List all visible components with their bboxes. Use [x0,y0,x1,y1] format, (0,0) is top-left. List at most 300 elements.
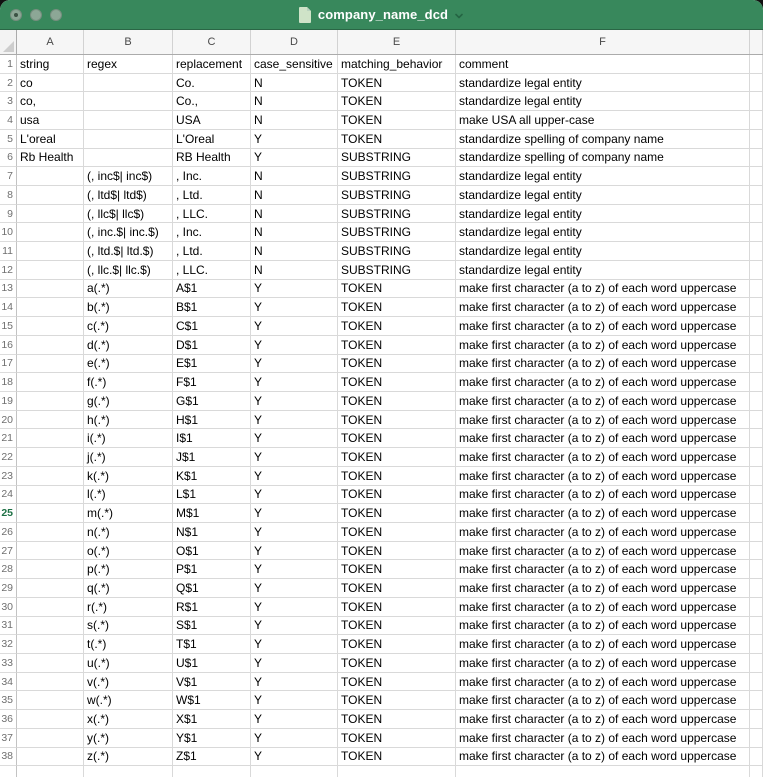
row-number[interactable]: 11 [0,242,17,261]
cell-F30[interactable]: make first character (a to z) of each word uppercase [456,598,750,617]
row-number[interactable]: 17 [0,355,17,374]
cell-E30[interactable]: TOKEN [338,598,456,617]
cell-F9[interactable]: standardize legal entity [456,205,750,224]
cell-B4[interactable] [84,111,173,130]
cell-E7[interactable]: SUBSTRING [338,167,456,186]
cell-C16[interactable]: D$1 [173,336,251,355]
cell-F18[interactable]: make first character (a to z) of each word uppercase [456,373,750,392]
cell-E6[interactable]: SUBSTRING [338,149,456,168]
cell-A26[interactable] [17,523,84,542]
cell[interactable] [251,766,338,777]
cell-C27[interactable]: O$1 [173,542,251,561]
cell-G12[interactable] [750,261,763,280]
row-number[interactable]: 1 [0,55,17,74]
cell-D24[interactable]: Y [251,486,338,505]
cell-F37[interactable]: make first character (a to z) of each word uppercase [456,729,750,748]
cell-G25[interactable] [750,504,763,523]
cell-G31[interactable] [750,617,763,636]
cell-B38[interactable]: z(.*) [84,748,173,767]
cell-A8[interactable] [17,186,84,205]
column-header-a[interactable]: A [17,30,84,54]
cell-C25[interactable]: M$1 [173,504,251,523]
cell-B6[interactable] [84,149,173,168]
cell-C8[interactable]: , Ltd. [173,186,251,205]
cell-E8[interactable]: SUBSTRING [338,186,456,205]
cell-F31[interactable]: make first character (a to z) of each word uppercase [456,617,750,636]
cell-E27[interactable]: TOKEN [338,542,456,561]
cell-B5[interactable] [84,130,173,149]
cell-A10[interactable] [17,223,84,242]
cell-A25[interactable] [17,504,84,523]
row-number[interactable]: 26 [0,523,17,542]
cell-C3[interactable]: Co., [173,92,251,111]
cell-F29[interactable]: make first character (a to z) of each word uppercase [456,579,750,598]
cell-E9[interactable]: SUBSTRING [338,205,456,224]
close-button[interactable] [10,9,22,21]
cell-D20[interactable]: Y [251,411,338,430]
row-number[interactable]: 4 [0,111,17,130]
cell-B15[interactable]: c(.*) [84,317,173,336]
cell-B11[interactable]: (, ltd.$| ltd.$) [84,242,173,261]
cell-E19[interactable]: TOKEN [338,392,456,411]
cell-D23[interactable]: Y [251,467,338,486]
cell-E11[interactable]: SUBSTRING [338,242,456,261]
cell-G3[interactable] [750,92,763,111]
cell-B37[interactable]: y(.*) [84,729,173,748]
cell-G13[interactable] [750,280,763,299]
cell-F34[interactable]: make first character (a to z) of each word uppercase [456,673,750,692]
cell-E15[interactable]: TOKEN [338,317,456,336]
cell-G37[interactable] [750,729,763,748]
cell-G1[interactable] [750,55,763,74]
row-number[interactable]: 23 [0,467,17,486]
row-number[interactable]: 8 [0,186,17,205]
cell-A21[interactable] [17,429,84,448]
cell-A14[interactable] [17,298,84,317]
cell-B7[interactable]: (, inc$| inc$) [84,167,173,186]
cell-D18[interactable]: Y [251,373,338,392]
cell-B35[interactable]: w(.*) [84,691,173,710]
cell-A20[interactable] [17,411,84,430]
select-all-corner[interactable] [0,30,17,54]
cell-E17[interactable]: TOKEN [338,355,456,374]
cell-A15[interactable] [17,317,84,336]
cell-E25[interactable]: TOKEN [338,504,456,523]
cell-B28[interactable]: p(.*) [84,560,173,579]
row-number[interactable] [0,766,17,777]
row-number[interactable]: 14 [0,298,17,317]
cell-A2[interactable]: co [17,74,84,93]
row-number[interactable]: 22 [0,448,17,467]
cell-F11[interactable]: standardize legal entity [456,242,750,261]
row-number[interactable]: 34 [0,673,17,692]
cell-A31[interactable] [17,617,84,636]
row-number[interactable]: 30 [0,598,17,617]
cell-A35[interactable] [17,691,84,710]
cell-C15[interactable]: C$1 [173,317,251,336]
cell-E28[interactable]: TOKEN [338,560,456,579]
cell-E14[interactable]: TOKEN [338,298,456,317]
row-number[interactable]: 35 [0,691,17,710]
cell-B25[interactable]: m(.*) [84,504,173,523]
cell-D14[interactable]: Y [251,298,338,317]
zoom-button[interactable] [50,9,62,21]
cell-E10[interactable]: SUBSTRING [338,223,456,242]
cell-E18[interactable]: TOKEN [338,373,456,392]
cell-C35[interactable]: W$1 [173,691,251,710]
cell-A4[interactable]: usa [17,111,84,130]
cell-G34[interactable] [750,673,763,692]
cell-F14[interactable]: make first character (a to z) of each word uppercase [456,298,750,317]
cell-C20[interactable]: H$1 [173,411,251,430]
cell-C31[interactable]: S$1 [173,617,251,636]
cell-D4[interactable]: N [251,111,338,130]
row-number[interactable]: 32 [0,635,17,654]
cell-C30[interactable]: R$1 [173,598,251,617]
cell-F28[interactable]: make first character (a to z) of each word uppercase [456,560,750,579]
cell-E22[interactable]: TOKEN [338,448,456,467]
cell-G16[interactable] [750,336,763,355]
cell-A32[interactable] [17,635,84,654]
cell-B26[interactable]: n(.*) [84,523,173,542]
cell-F33[interactable]: make first character (a to z) of each word uppercase [456,654,750,673]
cell-D6[interactable]: Y [251,149,338,168]
cell-G14[interactable] [750,298,763,317]
cell-G9[interactable] [750,205,763,224]
cell-G20[interactable] [750,411,763,430]
cell-B27[interactable]: o(.*) [84,542,173,561]
cell-A18[interactable] [17,373,84,392]
cell-F21[interactable]: make first character (a to z) of each word uppercase [456,429,750,448]
cell-F2[interactable]: standardize legal entity [456,74,750,93]
cell-B10[interactable]: (, inc.$| inc.$) [84,223,173,242]
cell-A36[interactable] [17,710,84,729]
cell-E1[interactable]: matching_behavior [338,55,456,74]
cell-E35[interactable]: TOKEN [338,691,456,710]
cell-E23[interactable]: TOKEN [338,467,456,486]
cell-G10[interactable] [750,223,763,242]
cell-C18[interactable]: F$1 [173,373,251,392]
cell-D13[interactable]: Y [251,280,338,299]
cell-F13[interactable]: make first character (a to z) of each word uppercase [456,280,750,299]
cell-B12[interactable]: (, llc.$| llc.$) [84,261,173,280]
cell-B14[interactable]: b(.*) [84,298,173,317]
cell-G33[interactable] [750,654,763,673]
cell-E32[interactable]: TOKEN [338,635,456,654]
row-number[interactable]: 5 [0,130,17,149]
cell-B24[interactable]: l(.*) [84,486,173,505]
cell-F4[interactable]: make USA all upper-case [456,111,750,130]
cell-D5[interactable]: Y [251,130,338,149]
cell-D15[interactable]: Y [251,317,338,336]
row-number[interactable]: 24 [0,486,17,505]
cell-C29[interactable]: Q$1 [173,579,251,598]
cell-E20[interactable]: TOKEN [338,411,456,430]
cell-E33[interactable]: TOKEN [338,654,456,673]
cell-C9[interactable]: , LLC. [173,205,251,224]
cell-C4[interactable]: USA [173,111,251,130]
cell-F6[interactable]: standardize spelling of company name [456,149,750,168]
cell[interactable] [456,766,750,777]
row-number[interactable]: 37 [0,729,17,748]
cell-A30[interactable] [17,598,84,617]
cell-G30[interactable] [750,598,763,617]
cell-E21[interactable]: TOKEN [338,429,456,448]
cell-A12[interactable] [17,261,84,280]
cell-B36[interactable]: x(.*) [84,710,173,729]
cell-D35[interactable]: Y [251,691,338,710]
cell-G2[interactable] [750,74,763,93]
cell-E26[interactable]: TOKEN [338,523,456,542]
cell-F8[interactable]: standardize legal entity [456,186,750,205]
column-header-b[interactable]: B [84,30,173,54]
cell-D22[interactable]: Y [251,448,338,467]
cell-G27[interactable] [750,542,763,561]
cell-C28[interactable]: P$1 [173,560,251,579]
cell-D32[interactable]: Y [251,635,338,654]
cell-C12[interactable]: , LLC. [173,261,251,280]
cell-E4[interactable]: TOKEN [338,111,456,130]
cell-C2[interactable]: Co. [173,74,251,93]
cell-C21[interactable]: I$1 [173,429,251,448]
cell-B30[interactable]: r(.*) [84,598,173,617]
cell-C14[interactable]: B$1 [173,298,251,317]
cell-E31[interactable]: TOKEN [338,617,456,636]
cell-F27[interactable]: make first character (a to z) of each word uppercase [456,542,750,561]
cell-G5[interactable] [750,130,763,149]
cell-G35[interactable] [750,691,763,710]
cell-G19[interactable] [750,392,763,411]
cell-F24[interactable]: make first character (a to z) of each word uppercase [456,486,750,505]
cell-B17[interactable]: e(.*) [84,355,173,374]
cell-F32[interactable]: make first character (a to z) of each word uppercase [456,635,750,654]
cell-C37[interactable]: Y$1 [173,729,251,748]
cell-C36[interactable]: X$1 [173,710,251,729]
cell-D21[interactable]: Y [251,429,338,448]
row-number[interactable]: 15 [0,317,17,336]
cell-G36[interactable] [750,710,763,729]
cell-A22[interactable] [17,448,84,467]
cell-E13[interactable]: TOKEN [338,280,456,299]
cell-B22[interactable]: j(.*) [84,448,173,467]
cell-E2[interactable]: TOKEN [338,74,456,93]
cell-D37[interactable]: Y [251,729,338,748]
cell-E16[interactable]: TOKEN [338,336,456,355]
row-number[interactable]: 28 [0,560,17,579]
cell-F36[interactable]: make first character (a to z) of each word uppercase [456,710,750,729]
cell-D33[interactable]: Y [251,654,338,673]
cell-D2[interactable]: N [251,74,338,93]
cell-B21[interactable]: i(.*) [84,429,173,448]
cell-D30[interactable]: Y [251,598,338,617]
cell-A37[interactable] [17,729,84,748]
cell-C6[interactable]: RB Health [173,149,251,168]
cell-C7[interactable]: , Inc. [173,167,251,186]
cell-B20[interactable]: h(.*) [84,411,173,430]
row-number[interactable]: 19 [0,392,17,411]
row-number[interactable]: 18 [0,373,17,392]
cell-D38[interactable]: Y [251,748,338,767]
row-number[interactable]: 16 [0,336,17,355]
cell-F15[interactable]: make first character (a to z) of each word uppercase [456,317,750,336]
cell-F26[interactable]: make first character (a to z) of each word uppercase [456,523,750,542]
cell-F25[interactable]: make first character (a to z) of each word uppercase [456,504,750,523]
cell-D25[interactable]: Y [251,504,338,523]
cell-G17[interactable] [750,355,763,374]
row-number[interactable]: 33 [0,654,17,673]
cell[interactable] [338,766,456,777]
cell-C23[interactable]: K$1 [173,467,251,486]
cell-E24[interactable]: TOKEN [338,486,456,505]
cell-F3[interactable]: standardize legal entity [456,92,750,111]
cell-C38[interactable]: Z$1 [173,748,251,767]
cell-A24[interactable] [17,486,84,505]
cell-G24[interactable] [750,486,763,505]
cell-D26[interactable]: Y [251,523,338,542]
cell-E34[interactable]: TOKEN [338,673,456,692]
cell[interactable] [750,766,763,777]
cell-E3[interactable]: TOKEN [338,92,456,111]
cell-F20[interactable]: make first character (a to z) of each word uppercase [456,411,750,430]
cell-A29[interactable] [17,579,84,598]
cell-A16[interactable] [17,336,84,355]
cell-F17[interactable]: make first character (a to z) of each word uppercase [456,355,750,374]
cell-A27[interactable] [17,542,84,561]
cell-E37[interactable]: TOKEN [338,729,456,748]
cell[interactable] [84,766,173,777]
cell-A17[interactable] [17,355,84,374]
cell-C1[interactable]: replacement [173,55,251,74]
cell-A9[interactable] [17,205,84,224]
cell-A11[interactable] [17,242,84,261]
row-number[interactable]: 36 [0,710,17,729]
cell-B1[interactable]: regex [84,55,173,74]
cell-B23[interactable]: k(.*) [84,467,173,486]
cell-A7[interactable] [17,167,84,186]
cell-A6[interactable]: Rb Health [17,149,84,168]
cell-A33[interactable] [17,654,84,673]
cell-A28[interactable] [17,560,84,579]
cell-G28[interactable] [750,560,763,579]
chevron-down-icon[interactable] [454,11,464,21]
cell-D7[interactable]: N [251,167,338,186]
cell-G11[interactable] [750,242,763,261]
cell-F16[interactable]: make first character (a to z) of each word uppercase [456,336,750,355]
cell-E5[interactable]: TOKEN [338,130,456,149]
cell-A38[interactable] [17,748,84,767]
cell-D17[interactable]: Y [251,355,338,374]
cell-E29[interactable]: TOKEN [338,579,456,598]
cell-B33[interactable]: u(.*) [84,654,173,673]
row-number[interactable]: 12 [0,261,17,280]
cell-B9[interactable]: (, llc$| llc$) [84,205,173,224]
cell-A13[interactable] [17,280,84,299]
cell-F38[interactable]: make first character (a to z) of each word uppercase [456,748,750,767]
cell-D36[interactable]: Y [251,710,338,729]
cell-G15[interactable] [750,317,763,336]
row-number[interactable]: 27 [0,542,17,561]
cell-C34[interactable]: V$1 [173,673,251,692]
cell-C10[interactable]: , Inc. [173,223,251,242]
cell-A19[interactable] [17,392,84,411]
cell-G21[interactable] [750,429,763,448]
cell-F5[interactable]: standardize spelling of company name [456,130,750,149]
row-number[interactable]: 6 [0,149,17,168]
row-number[interactable]: 38 [0,748,17,767]
cell-D8[interactable]: N [251,186,338,205]
cell-A3[interactable]: co, [17,92,84,111]
cell-D34[interactable]: Y [251,673,338,692]
cell-G7[interactable] [750,167,763,186]
cell-C5[interactable]: L'Oreal [173,130,251,149]
row-number[interactable]: 7 [0,167,17,186]
cell-C19[interactable]: G$1 [173,392,251,411]
cell-B2[interactable] [84,74,173,93]
column-header-c[interactable]: C [173,30,251,54]
row-number[interactable]: 21 [0,429,17,448]
cell-B13[interactable]: a(.*) [84,280,173,299]
cell-G38[interactable] [750,748,763,767]
cell-B31[interactable]: s(.*) [84,617,173,636]
cell-F19[interactable]: make first character (a to z) of each word uppercase [456,392,750,411]
cell-G26[interactable] [750,523,763,542]
cell-B18[interactable]: f(.*) [84,373,173,392]
cell-D16[interactable]: Y [251,336,338,355]
column-header-f[interactable]: F [456,30,750,54]
column-header-d[interactable]: D [251,30,338,54]
cell-F12[interactable]: standardize legal entity [456,261,750,280]
cell-G4[interactable] [750,111,763,130]
cell-G8[interactable] [750,186,763,205]
cell-D11[interactable]: N [251,242,338,261]
cell-D3[interactable]: N [251,92,338,111]
cell-D10[interactable]: N [251,223,338,242]
cell-C24[interactable]: L$1 [173,486,251,505]
cell-D9[interactable]: N [251,205,338,224]
row-number[interactable]: 20 [0,411,17,430]
cell-D12[interactable]: N [251,261,338,280]
cell-B16[interactable]: d(.*) [84,336,173,355]
cell-D19[interactable]: Y [251,392,338,411]
row-number[interactable]: 29 [0,579,17,598]
row-number[interactable]: 13 [0,280,17,299]
column-header-g-partial[interactable] [750,30,763,54]
cell-G32[interactable] [750,635,763,654]
cell-B32[interactable]: t(.*) [84,635,173,654]
cell-E12[interactable]: SUBSTRING [338,261,456,280]
cell-F22[interactable]: make first character (a to z) of each word uppercase [456,448,750,467]
cell-G18[interactable] [750,373,763,392]
cell-F1[interactable]: comment [456,55,750,74]
cell-F35[interactable]: make first character (a to z) of each word uppercase [456,691,750,710]
row-number[interactable]: 31 [0,617,17,636]
cell-E36[interactable]: TOKEN [338,710,456,729]
cell-A5[interactable]: L'oreal [17,130,84,149]
cell-A34[interactable] [17,673,84,692]
cell-A23[interactable] [17,467,84,486]
cell-B34[interactable]: v(.*) [84,673,173,692]
cell-G6[interactable] [750,149,763,168]
cell-B3[interactable] [84,92,173,111]
cell-C22[interactable]: J$1 [173,448,251,467]
cell-C11[interactable]: , Ltd. [173,242,251,261]
cell-C33[interactable]: U$1 [173,654,251,673]
cell-B29[interactable]: q(.*) [84,579,173,598]
cell-G23[interactable] [750,467,763,486]
row-number[interactable]: 25 [0,504,17,523]
cell-C13[interactable]: A$1 [173,280,251,299]
cell-D31[interactable]: Y [251,617,338,636]
